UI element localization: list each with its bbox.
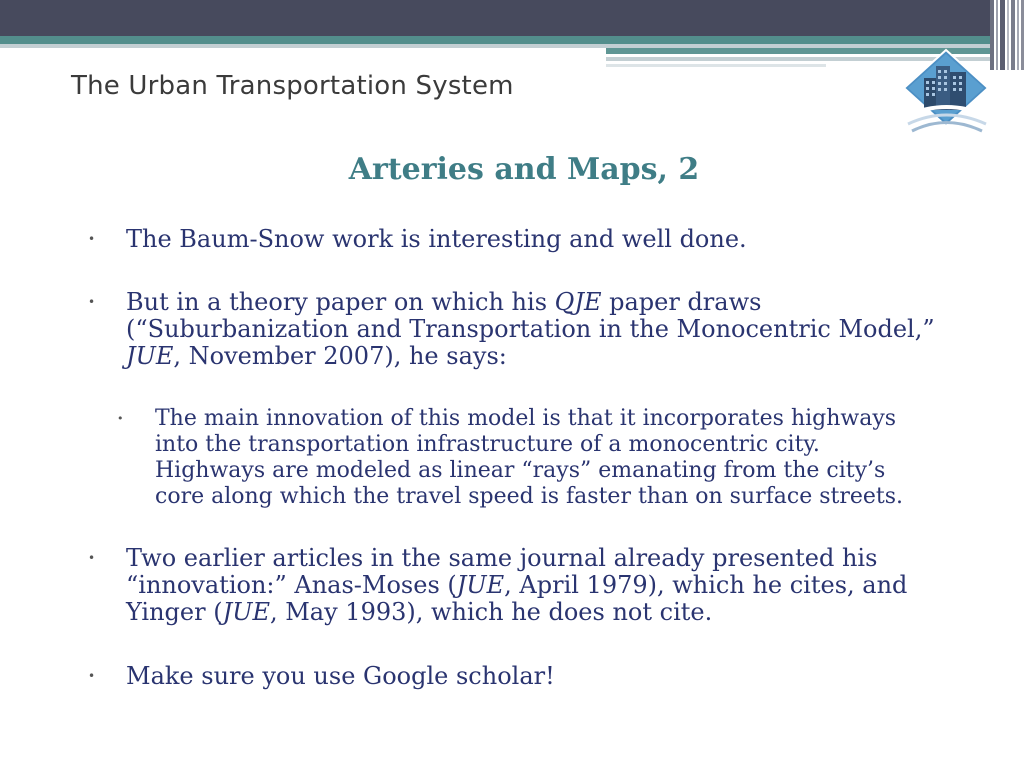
bullet-text: The Baum-Snow work is interesting and well done. — [126, 225, 747, 253]
bullet-text: But in a theory paper on which his — [126, 288, 555, 316]
sub-bullet-line: Highways are modeled as linear “rays” emanating from the city’s — [155, 458, 886, 483]
bullet-item-2 — [88, 288, 1006, 370]
bullet-text: , May 1993), which he does not cite. — [269, 598, 713, 626]
bullet-text: “innovation:” Anas-Moses ( — [126, 571, 457, 599]
bullet-icon: • — [88, 669, 96, 683]
slide-title: Arteries and Maps, 2 — [348, 152, 700, 187]
journal-abbrev: JUE — [126, 342, 174, 370]
bullet-text: paper draws — [601, 288, 762, 316]
bullet-icon: • — [117, 412, 124, 425]
header-bar — [0, 0, 990, 36]
header-accent-stripe — [0, 36, 990, 44]
sub-bullet-line: The main innovation of this model is that it incorporates highways — [155, 406, 897, 431]
bullet-text: Yinger ( — [126, 598, 223, 626]
bullet-icon: • — [88, 232, 96, 246]
bullet-item-3 — [88, 544, 1006, 626]
bullet-line — [126, 572, 1006, 599]
sub-bullet-line: core along which the travel speed is faster than on surface streets. — [155, 484, 904, 509]
presentation-title: The Urban Transportation System — [71, 71, 514, 101]
sub-bullet-item-1 — [117, 406, 995, 510]
journal-abbrev: JUE — [456, 571, 505, 599]
journal-abbrev: JUE — [222, 598, 270, 626]
bullet-line — [126, 316, 1006, 343]
journal-abbrev: QJE — [554, 288, 602, 316]
bullet-text: (“Suburbanization and Transportation in the Monocentric Model,” — [126, 315, 935, 343]
header-accent-stripe-thin — [606, 64, 826, 67]
bullet-line — [126, 599, 1006, 626]
bullet-line: Two earlier articles in the same journal already presented his — [126, 544, 878, 572]
sub-bullet-line: into the transportation infrastructure of a monocentric city. — [155, 432, 820, 457]
bullet-icon: • — [88, 295, 96, 309]
bullet-item-1 — [88, 225, 747, 253]
bullet-line — [126, 289, 1006, 316]
bullet-text: , November 2007), he says: — [173, 342, 507, 370]
corner-stripes — [990, 0, 1024, 70]
bullet-text: , April 1979), which he cites, and — [504, 571, 908, 599]
bullet-item-4 — [88, 662, 555, 690]
bullet-icon: • — [88, 551, 96, 565]
bullet-text: Make sure you use Google scholar! — [126, 662, 555, 690]
bullet-line — [126, 343, 1006, 370]
city-buildings-icon — [898, 46, 994, 138]
